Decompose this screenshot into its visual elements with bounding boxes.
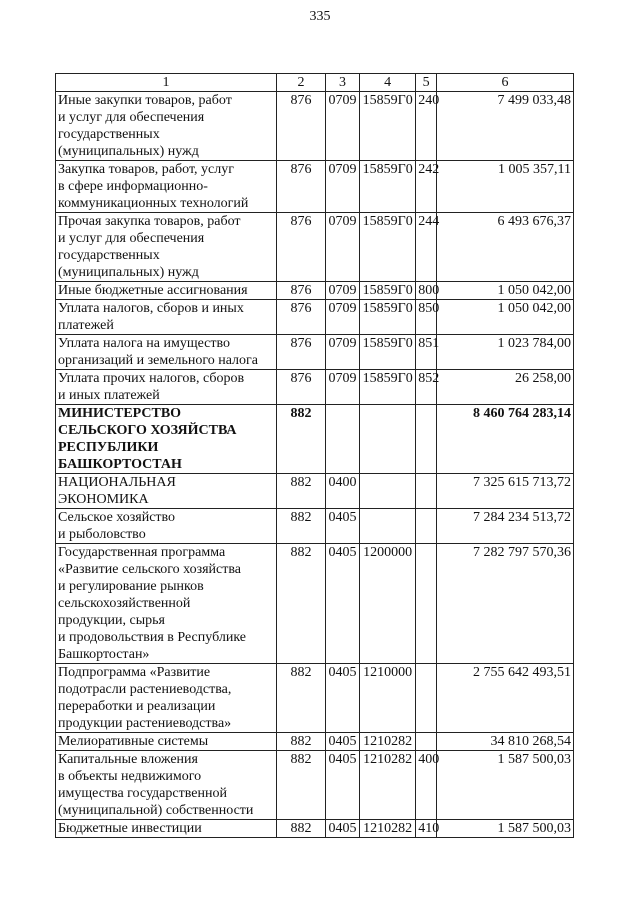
row-name-cell xyxy=(56,282,277,300)
row-name-cell xyxy=(56,335,277,370)
expense-type-cell: 852 xyxy=(416,370,437,405)
amount-cell: 1 587 500,03 xyxy=(436,751,573,820)
table-row xyxy=(56,820,574,838)
table-body xyxy=(56,92,574,838)
section-code-cell: 0405 xyxy=(325,664,359,733)
row-name-line: Иные закупки товаров, работ xyxy=(58,93,232,108)
row-name-line: имущества государственной xyxy=(58,786,227,801)
expense-type-cell: 244 xyxy=(416,213,437,282)
target-article-cell: 15859Г0 xyxy=(360,335,416,370)
row-name-line: БАШКОРТОСТАН xyxy=(58,457,182,472)
expense-type-cell: 400 xyxy=(416,751,437,820)
row-name-line: государственных xyxy=(58,248,160,263)
amount-cell: 7 284 234 513,72 xyxy=(436,509,573,544)
row-name-cell xyxy=(56,733,277,751)
table-row xyxy=(56,161,574,213)
target-article-cell: 15859Г0 xyxy=(360,282,416,300)
row-name-line: и услуг для обеспечения xyxy=(58,110,205,125)
expense-type-cell xyxy=(416,405,437,474)
section-code-cell: 0405 xyxy=(325,751,359,820)
admin-code-cell: 882 xyxy=(277,405,326,474)
admin-code-cell: 876 xyxy=(277,282,326,300)
row-name-cell xyxy=(56,544,277,664)
row-name-cell xyxy=(56,509,277,544)
row-name-line: Уплата налогов, сборов и иных xyxy=(58,301,244,316)
expense-type-cell xyxy=(416,733,437,751)
section-code-cell: 0709 xyxy=(325,335,359,370)
row-name-line: Сельское хозяйство xyxy=(58,510,176,525)
table-row xyxy=(56,370,574,405)
row-name-line: организаций и земельного налога xyxy=(58,353,258,368)
row-name-cell xyxy=(56,92,277,161)
row-name-cell xyxy=(56,751,277,820)
table-row xyxy=(56,335,574,370)
target-article-cell: 1210282 xyxy=(360,751,416,820)
amount-cell: 34 810 268,54 xyxy=(436,733,573,751)
expense-type-cell: 850 xyxy=(416,300,437,335)
section-code-cell: 0405 xyxy=(325,544,359,664)
table-row xyxy=(56,213,574,282)
expense-type-cell xyxy=(416,544,437,664)
amount-cell: 26 258,00 xyxy=(436,370,573,405)
target-article-cell xyxy=(360,405,416,474)
section-code-cell: 0405 xyxy=(325,509,359,544)
admin-code-cell: 876 xyxy=(277,300,326,335)
row-name-line: (муниципальной) собственности xyxy=(58,803,254,818)
row-name-line: и рыболовство xyxy=(58,527,146,542)
row-name-cell xyxy=(56,474,277,509)
row-name-line: и регулирование рынков xyxy=(58,579,204,594)
amount-cell: 1 023 784,00 xyxy=(436,335,573,370)
row-name-line: Бюджетные инвестиции xyxy=(58,821,202,836)
row-name-line: Башкортостан» xyxy=(58,647,150,662)
row-name-line: (муниципальных) нужд xyxy=(58,144,199,159)
column-header: 1 xyxy=(56,74,277,92)
table-row xyxy=(56,733,574,751)
target-article-cell: 1200000 xyxy=(360,544,416,664)
row-name-cell xyxy=(56,820,277,838)
row-name-line: Мелиоративные системы xyxy=(58,734,209,749)
admin-code-cell: 876 xyxy=(277,92,326,161)
section-code-cell: 0405 xyxy=(325,820,359,838)
amount-cell: 7 282 797 570,36 xyxy=(436,544,573,664)
row-name-line: продукции растениеводства» xyxy=(58,716,232,731)
row-name-line: Закупка товаров, работ, услуг xyxy=(58,162,234,177)
target-article-cell xyxy=(360,474,416,509)
row-name-line: СЕЛЬСКОГО ХОЗЯЙСТВА xyxy=(58,423,237,438)
section-code-cell: 0405 xyxy=(325,733,359,751)
row-name-cell xyxy=(56,405,277,474)
section-code-cell: 0709 xyxy=(325,282,359,300)
section-code-cell: 0709 xyxy=(325,213,359,282)
target-article-cell: 15859Г0 xyxy=(360,92,416,161)
target-article-cell: 15859Г0 xyxy=(360,370,416,405)
amount-cell: 6 493 676,37 xyxy=(436,213,573,282)
row-name-line: государственных xyxy=(58,127,160,142)
target-article-cell: 15859Г0 xyxy=(360,213,416,282)
row-name-line: Прочая закупка товаров, работ xyxy=(58,214,241,229)
admin-code-cell: 882 xyxy=(277,509,326,544)
column-header: 4 xyxy=(360,74,416,92)
target-article-cell: 1210282 xyxy=(360,820,416,838)
admin-code-cell: 882 xyxy=(277,544,326,664)
row-name-line: МИНИСТЕРСТВО xyxy=(58,406,182,421)
target-article-cell: 15859Г0 xyxy=(360,300,416,335)
row-name-line: Подпрограмма «Развитие xyxy=(58,665,211,680)
target-article-cell xyxy=(360,509,416,544)
admin-code-cell: 876 xyxy=(277,335,326,370)
expense-type-cell xyxy=(416,664,437,733)
row-name-line: Уплата прочих налогов, сборов xyxy=(58,371,245,386)
budget-table xyxy=(55,73,574,838)
section-code-cell: 0709 xyxy=(325,300,359,335)
column-header: 6 xyxy=(436,74,573,92)
row-name-line: ЭКОНОМИКА xyxy=(58,492,149,507)
page-number: 335 xyxy=(309,9,331,24)
amount-cell: 7 499 033,48 xyxy=(436,92,573,161)
target-article-cell: 15859Г0 xyxy=(360,161,416,213)
amount-cell: 1 005 357,11 xyxy=(436,161,573,213)
table-row xyxy=(56,751,574,820)
section-code-cell xyxy=(325,405,359,474)
row-name-cell xyxy=(56,213,277,282)
admin-code-cell: 876 xyxy=(277,370,326,405)
target-article-cell: 1210282 xyxy=(360,733,416,751)
row-name-line: и продовольствия в Республике xyxy=(58,630,246,645)
expense-type-cell: 240 xyxy=(416,92,437,161)
row-name-cell xyxy=(56,161,277,213)
amount-cell: 1 050 042,00 xyxy=(436,300,573,335)
amount-cell: 1 587 500,03 xyxy=(436,820,573,838)
target-article-cell: 1210000 xyxy=(360,664,416,733)
amount-cell: 7 325 615 713,72 xyxy=(436,474,573,509)
admin-code-cell: 876 xyxy=(277,213,326,282)
row-name-cell xyxy=(56,370,277,405)
row-name-line: сельскохозяйственной xyxy=(58,596,191,611)
row-name-line: в сфере информационно- xyxy=(58,179,208,194)
section-code-cell: 0709 xyxy=(325,161,359,213)
table-row xyxy=(56,282,574,300)
row-name-line: Иные бюджетные ассигнования xyxy=(58,283,248,298)
row-name-line: подотрасли растениеводства, xyxy=(58,682,232,697)
row-name-line: переработки и реализации xyxy=(58,699,216,714)
column-header: 2 xyxy=(277,74,326,92)
expense-type-cell: 242 xyxy=(416,161,437,213)
row-name-line: РЕСПУБЛИКИ xyxy=(58,440,159,455)
table-row xyxy=(56,474,574,509)
table-row xyxy=(56,664,574,733)
amount-cell: 8 460 764 283,14 xyxy=(436,405,573,474)
row-name-line: Капитальные вложения xyxy=(58,752,198,767)
row-name-line: Уплата налога на имущество xyxy=(58,336,231,351)
row-name-line: и иных платежей xyxy=(58,388,160,403)
admin-code-cell: 882 xyxy=(277,474,326,509)
table-row xyxy=(56,544,574,664)
row-name-line: (муниципальных) нужд xyxy=(58,265,199,280)
admin-code-cell: 876 xyxy=(277,161,326,213)
admin-code-cell: 882 xyxy=(277,751,326,820)
row-name-line: платежей xyxy=(58,318,114,333)
row-name-line: в объекты недвижимого xyxy=(58,769,202,784)
section-code-cell: 0709 xyxy=(325,370,359,405)
section-code-cell: 0709 xyxy=(325,92,359,161)
row-name-line: Государственная программа xyxy=(58,545,226,560)
row-name-line: НАЦИОНАЛЬНАЯ xyxy=(58,475,176,490)
table-header-row xyxy=(56,74,574,92)
row-name-line: коммуникационных технологий xyxy=(58,196,249,211)
amount-cell: 2 755 642 493,51 xyxy=(436,664,573,733)
admin-code-cell: 882 xyxy=(277,820,326,838)
expense-type-cell: 851 xyxy=(416,335,437,370)
row-name-cell xyxy=(56,664,277,733)
expense-type-cell: 800 xyxy=(416,282,437,300)
column-header: 3 xyxy=(325,74,359,92)
expense-type-cell xyxy=(416,474,437,509)
expense-type-cell: 410 xyxy=(416,820,437,838)
amount-cell: 1 050 042,00 xyxy=(436,282,573,300)
admin-code-cell: 882 xyxy=(277,733,326,751)
table-row xyxy=(56,300,574,335)
row-name-line: продукции, сырья xyxy=(58,613,165,628)
section-code-cell: 0400 xyxy=(325,474,359,509)
column-header: 5 xyxy=(416,74,437,92)
row-name-line: и услуг для обеспечения xyxy=(58,231,205,246)
row-name-cell xyxy=(56,300,277,335)
table-row xyxy=(56,509,574,544)
row-name-line: «Развитие сельского хозяйства xyxy=(58,562,242,577)
admin-code-cell: 882 xyxy=(277,664,326,733)
expense-type-cell xyxy=(416,509,437,544)
table-row xyxy=(56,92,574,161)
table-row xyxy=(56,405,574,474)
